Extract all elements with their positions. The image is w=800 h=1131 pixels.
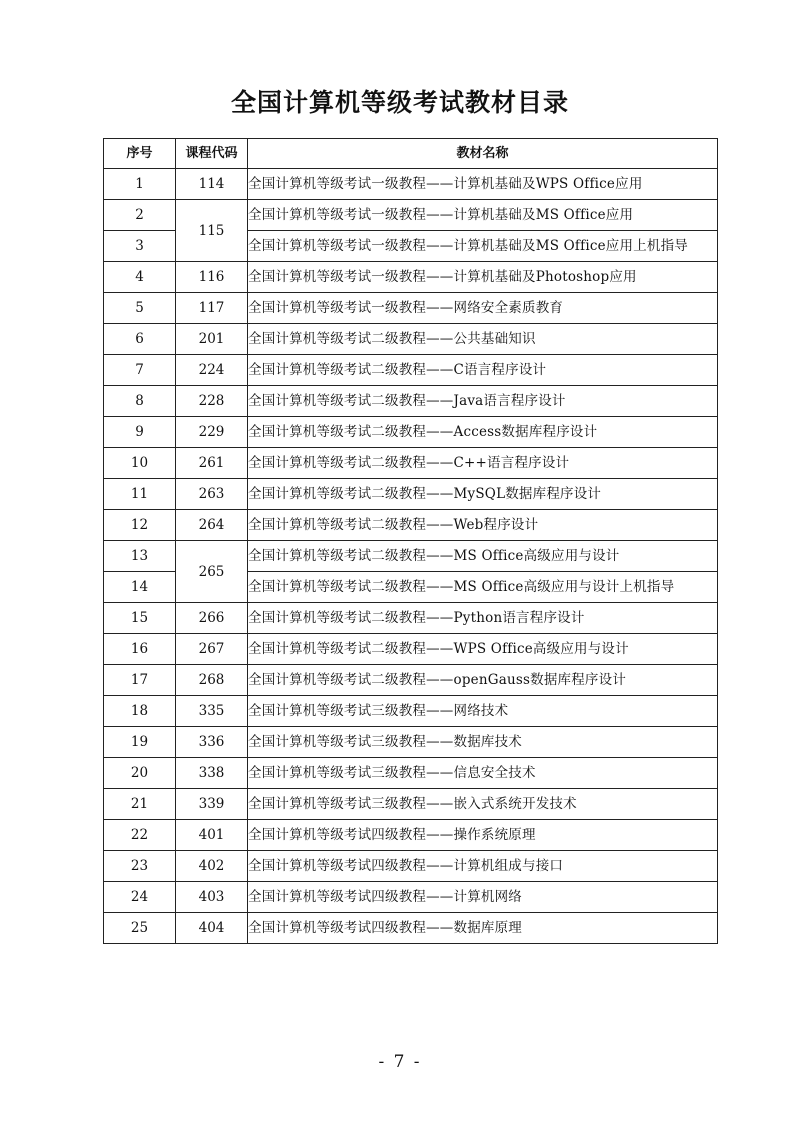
row-seq: 4 (104, 262, 176, 293)
header-seq: 序号 (104, 139, 176, 169)
row-seq: 25 (104, 913, 176, 944)
row-seq: 1 (104, 169, 176, 200)
row-course-code: 116 (176, 262, 248, 293)
row-seq: 7 (104, 355, 176, 386)
row-seq: 23 (104, 851, 176, 882)
table-row (104, 293, 718, 324)
row-seq: 12 (104, 510, 176, 541)
table-row (104, 789, 718, 820)
row-seq: 17 (104, 665, 176, 696)
row-course-code: 266 (176, 603, 248, 634)
table-row (104, 820, 718, 851)
row-textbook-name: 全国计算机等级考试一级教程——计算机基础及WPS Office应用 (248, 169, 718, 200)
row-course-code: 117 (176, 293, 248, 324)
row-course-code: 401 (176, 820, 248, 851)
table-row (104, 200, 718, 231)
table-row (104, 634, 718, 665)
table-row (104, 851, 718, 882)
table-row (104, 696, 718, 727)
row-course-code: 224 (176, 355, 248, 386)
row-textbook-name: 全国计算机等级考试三级教程——网络技术 (248, 696, 718, 727)
table-row (104, 355, 718, 386)
row-textbook-name: 全国计算机等级考试四级教程——操作系统原理 (248, 820, 718, 851)
row-course-code: 339 (176, 789, 248, 820)
row-course-code: 402 (176, 851, 248, 882)
header-name: 教材名称 (248, 139, 718, 169)
textbook-catalog-table (103, 138, 718, 944)
row-course-code: 267 (176, 634, 248, 665)
row-textbook-name: 全国计算机等级考试二级教程——WPS Office高级应用与设计 (248, 634, 718, 665)
row-seq: 9 (104, 417, 176, 448)
row-course-code: 263 (176, 479, 248, 510)
row-seq: 16 (104, 634, 176, 665)
row-course-code: 264 (176, 510, 248, 541)
row-textbook-name: 全国计算机等级考试二级教程——MS Office高级应用与设计上机指导 (248, 572, 718, 603)
row-seq: 20 (104, 758, 176, 789)
row-textbook-name: 全国计算机等级考试四级教程——计算机网络 (248, 882, 718, 913)
row-course-code: 335 (176, 696, 248, 727)
row-course-code: 336 (176, 727, 248, 758)
row-textbook-name: 全国计算机等级考试二级教程——MS Office高级应用与设计 (248, 541, 718, 572)
row-seq: 5 (104, 293, 176, 324)
row-textbook-name: 全国计算机等级考试二级教程——公共基础知识 (248, 324, 718, 355)
row-textbook-name: 全国计算机等级考试二级教程——MySQL数据库程序设计 (248, 479, 718, 510)
row-textbook-name: 全国计算机等级考试二级教程——Python语言程序设计 (248, 603, 718, 634)
row-textbook-name: 全国计算机等级考试三级教程——嵌入式系统开发技术 (248, 789, 718, 820)
row-textbook-name: 全国计算机等级考试二级教程——Access数据库程序设计 (248, 417, 718, 448)
row-textbook-name: 全国计算机等级考试二级教程——Java语言程序设计 (248, 386, 718, 417)
row-course-code: 404 (176, 913, 248, 944)
table-row (104, 913, 718, 944)
table-row (104, 448, 718, 479)
table-row (104, 510, 718, 541)
row-textbook-name: 全国计算机等级考试二级教程——openGauss数据库程序设计 (248, 665, 718, 696)
header-code: 课程代码 (176, 139, 248, 169)
page-number: - 7 - (378, 1052, 422, 1072)
row-seq: 18 (104, 696, 176, 727)
row-course-code: 201 (176, 324, 248, 355)
row-textbook-name: 全国计算机等级考试四级教程——数据库原理 (248, 913, 718, 944)
row-seq: 14 (104, 572, 176, 603)
table-row (104, 479, 718, 510)
row-seq: 6 (104, 324, 176, 355)
row-seq: 2 (104, 200, 176, 231)
table-row (104, 882, 718, 913)
row-textbook-name: 全国计算机等级考试三级教程——信息安全技术 (248, 758, 718, 789)
row-seq: 22 (104, 820, 176, 851)
row-course-code: 268 (176, 665, 248, 696)
row-seq: 24 (104, 882, 176, 913)
row-textbook-name: 全国计算机等级考试二级教程——Web程序设计 (248, 510, 718, 541)
row-seq: 13 (104, 541, 176, 572)
row-seq: 3 (104, 231, 176, 262)
row-textbook-name: 全国计算机等级考试一级教程——计算机基础及Photoshop应用 (248, 262, 718, 293)
row-textbook-name: 全国计算机等级考试四级教程——计算机组成与接口 (248, 851, 718, 882)
row-seq: 19 (104, 727, 176, 758)
row-course-code: 229 (176, 417, 248, 448)
table-header-row (104, 139, 718, 169)
row-seq: 15 (104, 603, 176, 634)
row-seq: 8 (104, 386, 176, 417)
table-row (104, 541, 718, 572)
row-seq: 10 (104, 448, 176, 479)
table-body (104, 169, 718, 944)
row-seq: 11 (104, 479, 176, 510)
table-row (104, 262, 718, 293)
table-row (104, 727, 718, 758)
table-row (104, 417, 718, 448)
row-textbook-name: 全国计算机等级考试二级教程——C语言程序设计 (248, 355, 718, 386)
row-course-code: 228 (176, 386, 248, 417)
row-textbook-name: 全国计算机等级考试一级教程——网络安全素质教育 (248, 293, 718, 324)
row-course-code: 265 (176, 541, 248, 603)
row-textbook-name: 全国计算机等级考试一级教程——计算机基础及MS Office应用上机指导 (248, 231, 718, 262)
table-row (104, 324, 718, 355)
row-textbook-name: 全国计算机等级考试二级教程——C++语言程序设计 (248, 448, 718, 479)
row-course-code: 261 (176, 448, 248, 479)
table-row (104, 169, 718, 200)
row-seq: 21 (104, 789, 176, 820)
row-course-code: 338 (176, 758, 248, 789)
table-row (104, 386, 718, 417)
row-course-code: 114 (176, 169, 248, 200)
table-row (104, 665, 718, 696)
table-row (104, 758, 718, 789)
table-row (104, 603, 718, 634)
row-textbook-name: 全国计算机等级考试一级教程——计算机基础及MS Office应用 (248, 200, 718, 231)
row-course-code: 403 (176, 882, 248, 913)
page-title: 全国计算机等级考试教材目录 (230, 88, 569, 117)
row-textbook-name: 全国计算机等级考试三级教程——数据库技术 (248, 727, 718, 758)
row-course-code: 115 (176, 200, 248, 262)
